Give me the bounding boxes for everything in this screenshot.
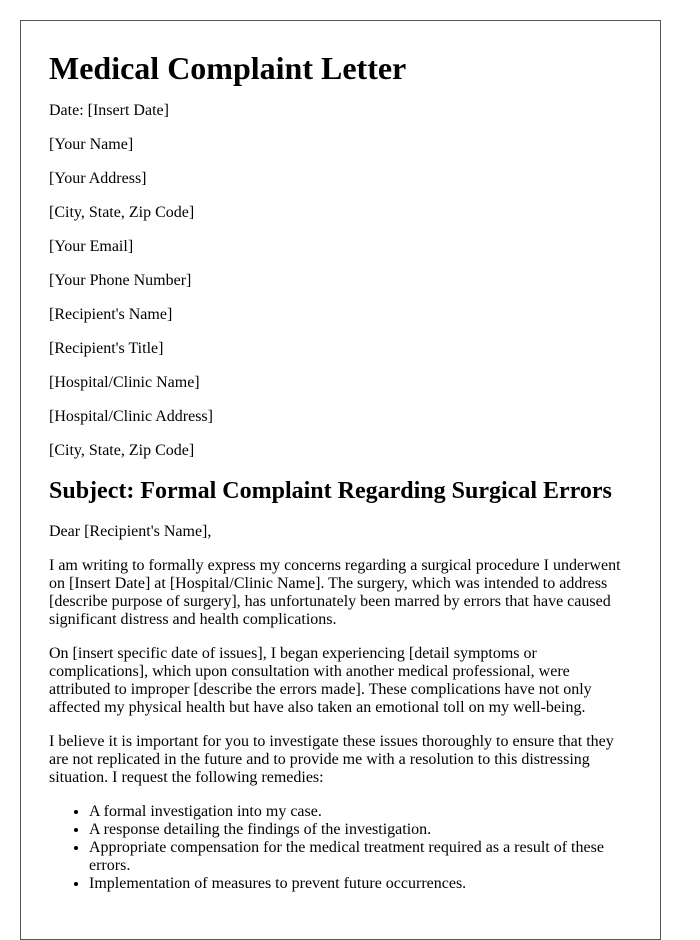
sender-name: [Your Name] [49, 136, 134, 154]
body-paragraph: I am writing to formally express my concerns regarding a surgical procedure I underwent on [Insert Date] at [Hospital/Clinic Name]. The surgery, which was intended to address [describe purpose of surgery], has unfortunately been marred by errors that have caused significant distress and health complications. [49, 556, 621, 628]
remedy-item: • A response detailing the findings of the investigation. [89, 821, 632, 839]
recipient-hospital-name: [Hospital/Clinic Name] [49, 374, 200, 392]
remedy-item: • A formal investigation into my case. [89, 803, 632, 821]
sender-phone: [Your Phone Number] [49, 272, 192, 290]
date-line: Date: [Insert Date] [49, 102, 169, 120]
letter-title: Medical Complaint Letter [49, 50, 407, 86]
letter-page [20, 20, 661, 940]
sender-city-state-zip: [City, State, Zip Code] [49, 204, 195, 222]
remedy-item: • Appropriate compensation for the medical treatment required as a result of these errors. [89, 839, 632, 875]
sender-email: [Your Email] [49, 238, 134, 256]
recipient-title: [Recipient's Title] [49, 340, 164, 358]
recipient-hospital-address: [Hospital/Clinic Address] [49, 408, 213, 426]
remedy-item: • Implementation of measures to prevent future occurrences. [89, 875, 632, 893]
remedies-list [49, 803, 632, 893]
salutation: Dear [Recipient's Name], [49, 522, 212, 540]
letter-subject: Subject: Formal Complaint Regarding Surgical Errors [49, 478, 612, 505]
recipient-city-state-zip: [City, State, Zip Code] [49, 442, 195, 460]
body-paragraph: On [insert specific date of issues], I began experiencing [detail symptoms or complications], which upon consultation with another medical professional, were attributed to improper [describe the errors made]. These complications have not only affected my physical health but have also taken an emotional toll on my well-being. [49, 644, 592, 716]
recipient-name: [Recipient's Name] [49, 306, 173, 324]
sender-address: [Your Address] [49, 170, 147, 188]
body-paragraph: I believe it is important for you to investigate these issues thoroughly to ensure that they are not replicated in the future and to provide me with a resolution to this distressing situation. I request the following remedies: [49, 732, 614, 786]
